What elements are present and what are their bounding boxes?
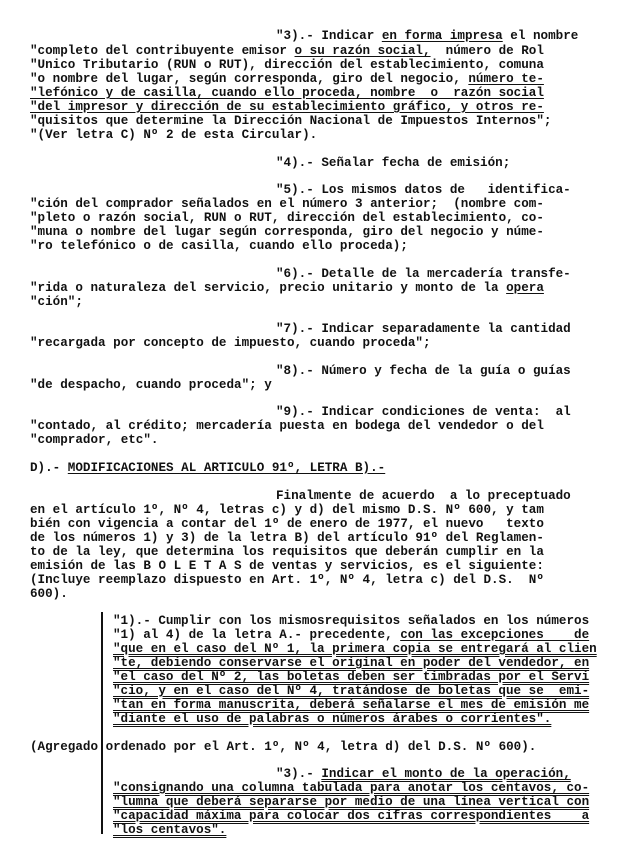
paragraph-line-1: Finalmente de acuerdo a lo preceptuado xyxy=(276,489,571,503)
paragraph-line-3: bién con vigencia a contar del 1º de enero de 1977, el nuevo texto xyxy=(30,517,544,531)
item5-line-4: "muna o nombre del lugar según corresponda, giro del negocio y núme- xyxy=(30,225,544,239)
b1-line-7: "tan en forma manuscrita, deberá señalarse el mes de emisión me xyxy=(113,698,590,712)
item3-line-5: "lefónico y de casilla, cuando ello proceda, nombre o razón social xyxy=(30,86,544,100)
item5-line-3: "pleto o razón social, RUN o RUT, dirección del establecimiento, co- xyxy=(30,211,544,225)
item3-line-6: "del impresor y dirección de su establecimiento gráfico, y otros re- xyxy=(30,100,544,114)
b1-line-8: "diante el uso de palabras o números árabes o corrientes". xyxy=(113,712,552,726)
item9-line-1: "9).- Indicar condiciones de venta: al xyxy=(276,405,571,419)
b1-line-3: "que en el caso del Nº 1, la primera copia se entregará al clien xyxy=(113,642,597,656)
item3-line-8: "(Ver letra C) Nº 2 de esta Circular). xyxy=(30,128,318,142)
b1-line-4: "te, debiendo conservarse el original en poder del vendedor, en xyxy=(113,656,590,670)
item3-line-1: "3).- Indicar en forma impresa el nombre xyxy=(276,29,579,43)
item5-line-5: "ro telefónico o de casilla, cuando ello proceda); xyxy=(30,239,408,253)
item9-line-2: "contado, al crédito; mercadería puesta en bodega del vendedor o del xyxy=(30,419,544,433)
b3-line-2: "consignando una columna tabulada para anotar los centavos, co- xyxy=(113,781,590,795)
item9-line-3: "comprador, etc". xyxy=(30,433,159,447)
item6-line-1: "6).- Detalle de la mercadería transfe- xyxy=(276,267,571,281)
section-heading: D).- MODIFICACIONES AL ARTICULO 91º, LETRA B).- xyxy=(30,461,386,475)
b1-line-1: "1).- Cumplir con los mismosrequisitos señalados en los números xyxy=(113,614,590,628)
item7-line-2: "recargada por concepto de impuesto, cuando proceda"; xyxy=(30,336,431,350)
b3-line-4: "capacidad máxima para colocar dos cifras correspondientes a xyxy=(113,809,590,823)
paragraph-line-4: de los números 1) y 3) de la letra B) del artículo 91º del Reglamen- xyxy=(30,531,544,545)
paragraph-line-8: 600). xyxy=(30,587,68,601)
b3-line-5: "los centavos". xyxy=(113,823,227,837)
added-note: (Agregado ordenado por el Art. 1º, Nº 4, letra d) del D.S. Nº 600). xyxy=(30,740,537,754)
item6-line-2: "rida o naturaleza del servicio, precio unitario y monto de la opera xyxy=(30,281,544,295)
item5-line-1: "5).- Los mismos datos de identifica- xyxy=(276,183,571,197)
item4-line: "4).- Señalar fecha de emisión; xyxy=(276,156,511,170)
paragraph-line-6: emisión de las B O L E T A S de ventas y servicios, es el siguiente: xyxy=(30,559,544,573)
b1-line-5: "el caso del Nº 2, las boletas deben ser timbradas por el Servi xyxy=(113,670,590,684)
item5-line-2: "ción del comprador señalados en el número 3 anterior; (nombre com- xyxy=(30,197,544,211)
margin-bar xyxy=(101,612,103,834)
paragraph-line-7: (Incluye reemplazo dispuesto en Art. 1º, Nº 4, letra c) del D.S. Nº xyxy=(30,573,544,587)
paragraph-line-2: en el artículo 1º, Nº 4, letras c) y d) del mismo D.S. Nº 600, y tam xyxy=(30,503,544,517)
b3-line-1: "3).- Indicar el monto de la operación, xyxy=(276,767,571,781)
item8-line-2: "de despacho, cuando proceda"; y xyxy=(30,378,272,392)
item3-line-2: "completo del contribuyente emisor o su razón social, número de Rol xyxy=(30,44,544,58)
item7-line-1: "7).- Indicar separadamente la cantidad xyxy=(276,322,571,336)
paragraph-line-5: to de la ley, que determina los requisitos que deberán cumplir en la xyxy=(30,545,544,559)
item6-line-3: "ción"; xyxy=(30,295,83,309)
item3-line-4: "o nombre del lugar, según corresponda, giro del negocio, número te- xyxy=(30,72,544,86)
item3-line-3: "Unico Tributario (RUN o RUT), dirección del establecimiento, comuna xyxy=(30,58,544,72)
b1-line-2: "1) al 4) de la letra A.- precedente, con las excepciones de xyxy=(113,628,590,642)
item3-line-7: "quisitos que determine la Dirección Nacional de Impuestos Internos"; xyxy=(30,114,552,128)
item8-line-1: "8).- Número y fecha de la guía o guías xyxy=(276,364,571,378)
b1-line-6: "cio, y en el caso del Nº 4, tratándose de boletas que se emi- xyxy=(113,684,590,698)
b3-line-3: "lumna que deberá separarse por medio de una línea vertical con xyxy=(113,795,590,809)
